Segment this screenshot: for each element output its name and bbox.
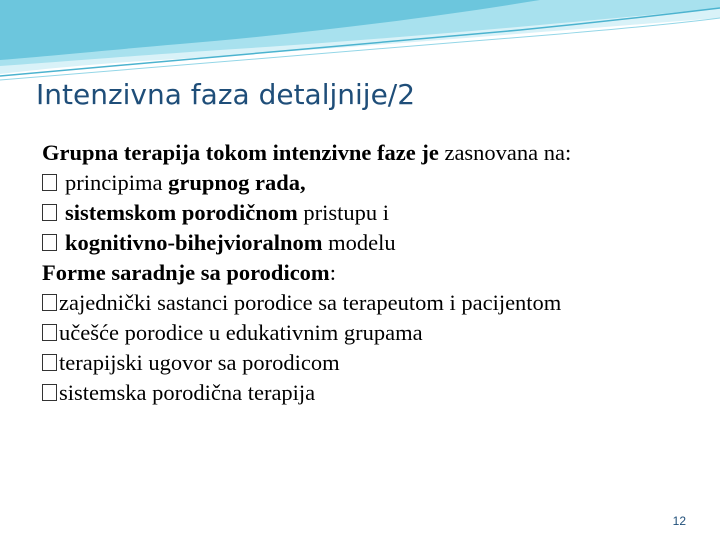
principle-text: principima	[65, 170, 169, 195]
page-number: 12	[672, 514, 686, 528]
principle-text: pristupu i	[297, 200, 389, 225]
principle-item	[42, 228, 692, 258]
checkbox-glyph-icon	[42, 354, 57, 371]
form-item	[42, 318, 692, 348]
checkbox-glyph-icon	[42, 324, 57, 341]
form-item	[42, 378, 692, 408]
form-text: terapijski ugovor sa porodicom	[59, 350, 340, 375]
principle-item	[42, 168, 692, 198]
principle-text: modelu	[322, 230, 396, 255]
form-text: sistemska porodična terapija	[59, 380, 316, 405]
forms-bold-text: Forme saradnje sa porodicom	[42, 260, 330, 285]
principle-bold-text: kognitivno-bihejvioralnom	[65, 230, 323, 255]
slide-title: Intenzivna faza detaljnije/2	[36, 78, 416, 111]
principle-bold-text: sistemskom porodičnom	[65, 200, 298, 225]
checkbox-glyph-icon	[42, 294, 57, 311]
checkbox-glyph-icon	[42, 204, 57, 221]
form-text: učešće porodice u edukativnim grupama	[59, 320, 423, 345]
intro-rest-text: zasnovana na:	[438, 140, 572, 165]
principle-bold-text: grupnog rada,	[168, 170, 306, 195]
form-item	[42, 348, 692, 378]
forms-colon: :	[329, 260, 336, 285]
checkbox-glyph-icon	[42, 384, 57, 401]
header-wave-decoration	[0, 0, 720, 90]
checkbox-glyph-icon	[42, 174, 57, 191]
form-text: zajednički sastanci porodice sa terapeutom i pacijentom	[59, 290, 562, 315]
checkbox-glyph-icon	[42, 234, 57, 251]
principle-item	[42, 198, 692, 228]
forms-heading	[42, 258, 692, 288]
slide-body	[42, 138, 692, 408]
intro-bold-text: Grupna terapija tokom intenzivne faze je	[42, 140, 439, 165]
intro-paragraph	[42, 138, 692, 168]
form-item	[42, 288, 692, 318]
